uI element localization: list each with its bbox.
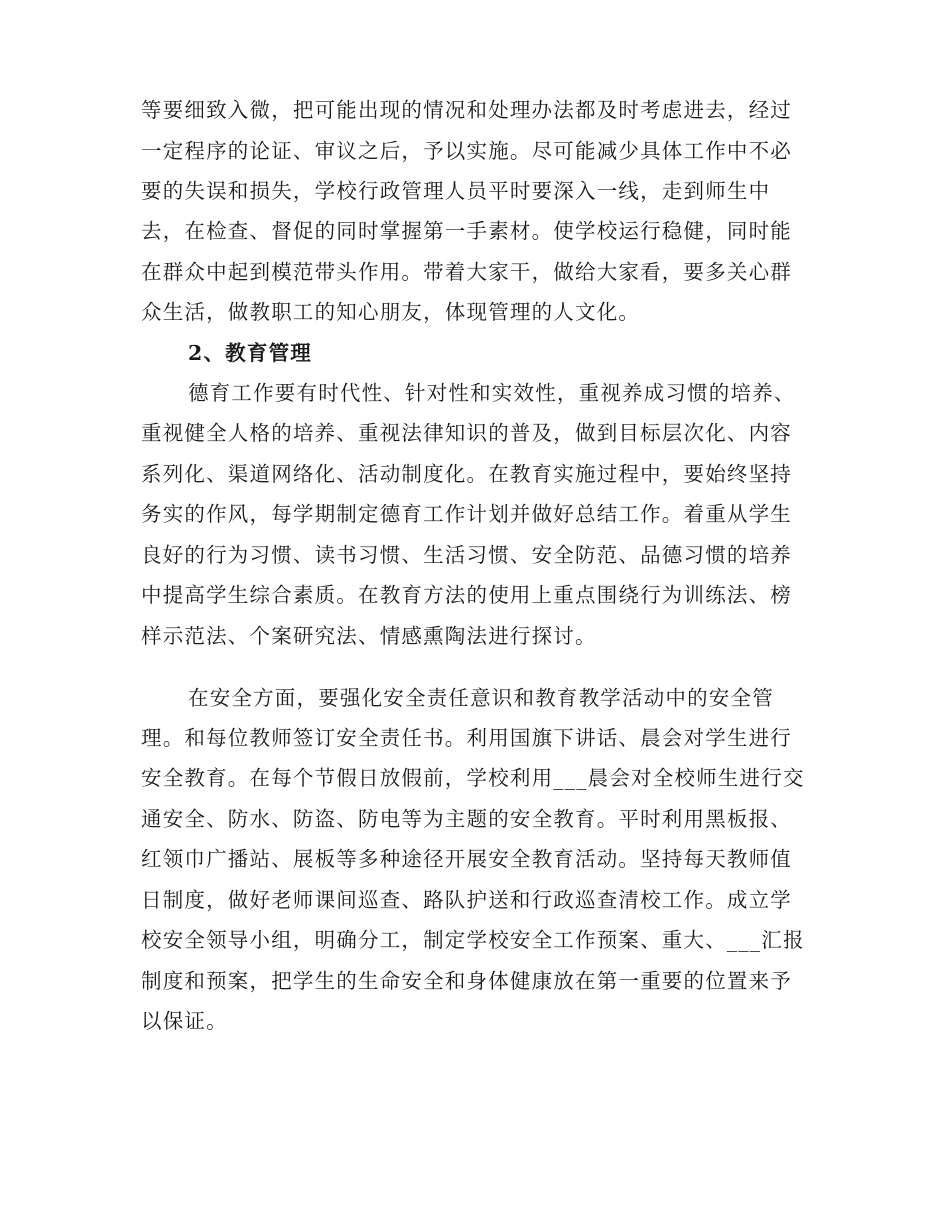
paragraph-line: 理。和每位教师签订安全责任书。利用国旗下讲话、晨会对学生进行 <box>141 726 792 750</box>
paragraph-line: 等要细致入微，把可能出现的情况和处理办法都及时考虑进去，经过 <box>141 98 792 122</box>
paragraph-line: 良好的行为习惯、读书习惯、生活习惯、安全防范、品德习惯的培养 <box>141 543 792 567</box>
paragraph-line: 众生活，做教职工的知心朋友，体现管理的人文化。 <box>141 300 641 324</box>
paragraph-line: 在安全方面，要强化安全责任意识和教育教学活动中的安全管 <box>188 686 774 710</box>
paragraph-line: 一定程序的论证、审议之后，予以实施。尽可能减少具体工作中不必 <box>141 139 792 163</box>
paragraph-line: 安全教育。在每个节假日放假前，学校利用___晨会对全校师生进行交 <box>141 766 805 790</box>
paragraph-line: 重视健全人格的培养、重视法律知识的普及，做到目标层次化、内容 <box>141 421 792 445</box>
paragraph-line: 红领巾广播站、展板等多种途径开展安全教育活动。坚持每天教师值 <box>141 847 792 871</box>
paragraph-line: 在群众中起到模范带头作用。带着大家干，做给大家看，要多关心群 <box>141 260 792 284</box>
paragraph-line: 要的失误和损失，学校行政管理人员平时要深入一线，走到师生中 <box>141 179 771 203</box>
paragraph-line: 样示范法、个案研究法、情感熏陶法进行探讨。 <box>141 624 597 648</box>
paragraph-line: 日制度，做好老师课间巡查、路队护送和行政巡查清校工作。成立学 <box>141 888 792 912</box>
paragraph-line: 务实的作风，每学期制定德育工作计划并做好总结工作。着重从学生 <box>141 502 792 526</box>
paragraph-line: 系列化、渠道网络化、活动制度化。在教育实施过程中，要始终坚持 <box>141 462 792 486</box>
paragraph-line: 以保证。 <box>141 1009 228 1033</box>
paragraph-line: 校安全领导小组，明确分工，制定学校安全工作预案、重大、___汇报 <box>141 928 805 952</box>
paragraph-line: 通安全、防水、防盗、防电等为主题的安全教育。平时利用黑板报、 <box>141 807 792 831</box>
paragraph-line: 去，在检查、督促的同时掌握第一手素材。使学校运行稳健，同时能 <box>141 219 792 243</box>
paragraph-line: 德育工作要有时代性、针对性和实效性，重视养成习惯的培养、 <box>188 381 796 405</box>
paragraph-line: 中提高学生综合素质。在教育方法的使用上重点围绕行为训练法、榜 <box>141 583 792 607</box>
paragraph-line: 制度和预案，把学生的生命安全和身体健康放在第一重要的位置来予 <box>141 969 792 993</box>
section-heading: 2、教育管理 <box>188 341 312 365</box>
